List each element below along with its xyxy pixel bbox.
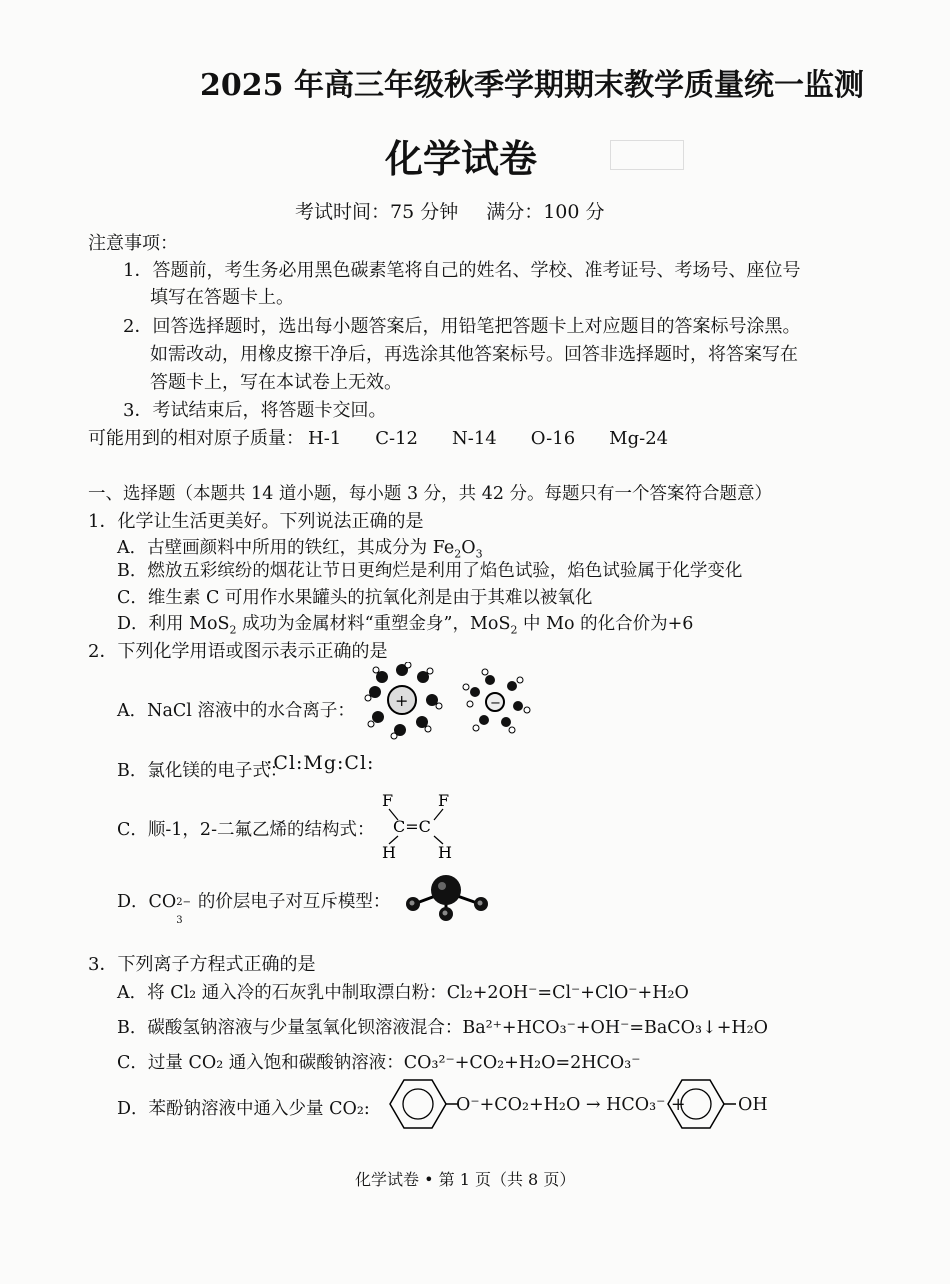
fluorine-atom-left: F <box>382 791 394 810</box>
exam-title: 2025 年高三年级秋季学期期末教学质量统一监测 <box>200 68 864 103</box>
fluorine-atom-right: F <box>438 791 450 810</box>
q2-option-a: A．NaCl 溶液中的水合离子： <box>117 701 355 721</box>
q3-option-c: C．过量 CO₂ 通入饱和碳酸钠溶液：CO₃²⁻+CO₂+H₂O=2HCO₃⁻ <box>117 1053 641 1073</box>
phenoxide-ring <box>380 1076 460 1132</box>
cis-difluoroethene-structure <box>376 790 456 866</box>
atomic-mass-n: N-14 <box>452 428 497 449</box>
q2-option-d-tail: 的价层电子对互斥模型： <box>192 892 391 912</box>
q1-option-d-sub1: 2 <box>229 623 237 637</box>
score-box <box>610 140 684 170</box>
exam-time: 考试时间：75 分钟 <box>295 201 459 223</box>
q3-stem: 3．下列离子方程式正确的是 <box>88 954 316 975</box>
chloride-ion-cluster <box>463 669 530 733</box>
q1-option-a-o: O <box>461 538 476 558</box>
q2-option-d-sup: 2− <box>176 897 192 908</box>
q1-option-a-text: A．古壁画颜料中所用的铁红，其成分为 Fe <box>117 538 455 558</box>
notice-item-2-cont2: 答题卡上，写在本试卷上无效。 <box>150 372 402 393</box>
q1-option-a-sub: 2 <box>454 547 462 561</box>
subject-title: 化学试卷 <box>385 136 538 181</box>
notice-heading: 注意事项： <box>88 233 178 254</box>
q3-option-a: A．将 Cl₂ 通入冷的石灰乳中制取漂白粉：Cl₂+2OH⁻=Cl⁻+ClO⁻+H₂O <box>117 983 689 1003</box>
svg-text:+: + <box>395 691 409 710</box>
notice-item-3: 3．考试结束后，将答题卡交回。 <box>123 400 387 421</box>
mgcl2-electron-formula: :Cl:Mg:Cl: <box>266 752 375 774</box>
q3-option-b: B．碳酸氢钠溶液与少量氢氧化钡溶液混合：Ba²⁺+HCO₃⁻+OH⁻=BaCO₃↓+H₂O <box>117 1018 768 1038</box>
q1-option-d-sub2: 2 <box>510 623 518 637</box>
q1-option-d-text2: 成功为金属材料“重塑金身”，MoS <box>236 614 511 634</box>
atomic-mass-label: 可能用到的相对原子质量： <box>88 428 304 449</box>
atomic-mass-mg: Mg-24 <box>609 428 669 449</box>
q3-option-d: D．苯酚钠溶液中通入少量 CO₂: <box>117 1099 370 1119</box>
q1-stem: 1．化学让生活更美好。下列说法正确的是 <box>88 511 424 532</box>
atomic-mass-c: C-12 <box>375 428 418 449</box>
notice-item-2: 2．回答选择题时，选出每小题答案后，用铅笔把答题卡上对应题目的答案标号涂黑。 <box>123 316 801 337</box>
hydrogen-atom-left: H <box>382 843 396 862</box>
q2-option-b: B．氯化镁的电子式： <box>117 761 288 781</box>
section-heading: 一、选择题（本题共 14 道小题，每小题 3 分，共 42 分。每题只有一个答案符合题意） <box>88 484 773 504</box>
atomic-mass-h: H-1 <box>308 428 342 449</box>
q1-option-d-text1: D．利用 MoS <box>117 614 230 634</box>
phenol-ring <box>664 1076 744 1132</box>
q2-option-d <box>117 888 391 926</box>
notice-item-1: 1．答题前，考生务必用黑色碳素笔将自己的姓名、学校、准考证号、考场号、座位号 <box>123 260 801 281</box>
sodium-ion-cluster <box>365 662 442 739</box>
q2-option-d-text: D．CO <box>117 892 177 912</box>
hydrogen-atom-right: H <box>438 843 452 862</box>
vsepr-model <box>400 872 495 922</box>
exam-score: 满分：100 分 <box>486 201 605 223</box>
atomic-mass-o: O-16 <box>530 428 576 449</box>
q1-option-d-text3: 中 Mo 的化合价为+6 <box>517 614 694 634</box>
q1-option-d <box>117 610 693 637</box>
svg-text:−: − <box>490 696 501 711</box>
q1-option-a-sub2: 3 <box>475 547 483 561</box>
q3-option-d-equation: O⁻+CO₂+H₂O → HCO₃⁻ + <box>456 1095 686 1115</box>
q2-stem: 2．下列化学用语或图示表示正确的是 <box>88 641 388 662</box>
hydrated-ions-diagram <box>360 662 540 742</box>
phenol-oh-label: OH <box>738 1095 768 1115</box>
q1-option-b: B．燃放五彩缤纷的烟花让节日更绚烂是利用了焰色试验，焰色试验属于化学变化 <box>117 561 743 581</box>
q2-option-c: C．顺-1，2-二氟乙烯的结构式： <box>117 820 375 840</box>
carbon-double-bond: C=C <box>393 817 431 836</box>
page-footer: 化学试卷 • 第 1 页（共 8 页） <box>355 1170 576 1189</box>
atomic-mass-line <box>88 424 702 450</box>
q1-option-c: C．维生素 C 可用作水果罐头的抗氧化剂是由于其难以被氧化 <box>117 588 593 608</box>
notice-item-2-cont: 如需改动，用橡皮擦干净后，再选涂其他答案标号。回答非选择题时，将答案写在 <box>150 344 798 365</box>
notice-item-1-cont: 填写在答题卡上。 <box>150 287 294 308</box>
q2-option-d-sub: 3 <box>176 915 183 926</box>
exam-meta <box>295 197 605 224</box>
